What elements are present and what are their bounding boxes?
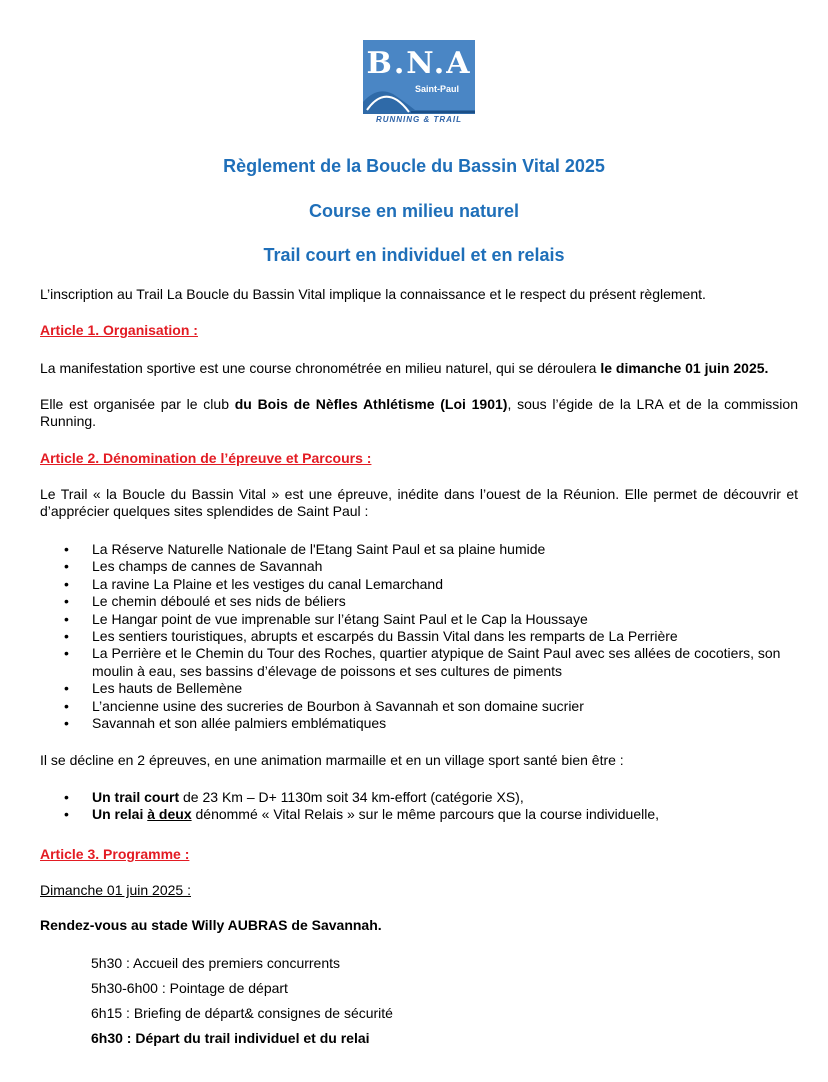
document-subtitle-2: Trail court en individuel et en relais [263, 245, 565, 265]
article-2-paragraph-2: Il se décline en 2 épreuves, en une animation marmaille et en un village sport santé bien être : [40, 752, 624, 768]
events-list [40, 789, 800, 824]
list-item: • Un trail court de 23 Km – D+ 1130m soit 34 km-effort (catégorie XS), [40, 789, 800, 806]
program-item: 5h30-6h00 : Pointage de départ [91, 980, 288, 996]
article-1-heading: Article 1. Organisation : [40, 322, 198, 338]
logo-place: Saint-Paul [415, 84, 460, 94]
program-item: 6h15 : Briefing de départ& consignes de sécurité [91, 1005, 393, 1021]
article-2-heading: Article 2. Dénomination de l’épreuve et Parcours : [40, 450, 372, 466]
list-item: • Les champs de cannes de Savannah [40, 558, 800, 575]
sites-list [40, 541, 800, 732]
article-1-paragraph-1: La manifestation sportive est une course chronométrée en milieu naturel, qui se déroulera le dimanche 01 juin 2025. [40, 360, 769, 376]
list-item: • La Perrière et le Chemin du Tour des Roches, quartier atypique de Saint Paul avec ses allées de cocotiers, son moulin à eau, ses bassins d’élevage de poissons et ses cultures de piments [40, 645, 800, 680]
list-item: • L’ancienne usine des sucreries de Bourbon à Savannah et son domaine sucrier [40, 698, 800, 715]
list-item: • Les hauts de Bellemène [40, 680, 800, 697]
list-item: • La ravine La Plaine et les vestiges du canal Lemarchand [40, 576, 800, 593]
program-item: 5h30 : Accueil des premiers concurrents [91, 955, 341, 971]
article-3-heading: Article 3. Programme : [40, 846, 190, 862]
bna-logo [363, 40, 475, 126]
article-1-paragraph-2: Elle est organisée par le club du Bois de Nèfles Athlétisme (Loi 1901), sous l’égide de la LRA et de la commission Running. [40, 396, 798, 429]
logo-tagline: RUNNING & TRAIL [375, 115, 463, 124]
list-item: • Un relai à deux dénommé « Vital Relais » sur le même parcours que la course individuelle, [40, 806, 800, 823]
intro-paragraph: L’inscription au Trail La Boucle du Bassin Vital implique la connaissance et le respect du présent règlement. [40, 286, 706, 302]
list-item: • Le chemin déboulé et ses nids de béliers [40, 593, 800, 610]
article-2-paragraph-1: Le Trail « la Boucle du Bassin Vital » est une épreuve, inédite dans l’ouest de la Réunion. Elle permet de découvrir et d’apprécier quelques sites splendides de Saint Paul : [40, 486, 798, 519]
list-item: • La Réserve Naturelle Nationale de l'Etang Saint Paul et sa plaine humide [40, 541, 800, 558]
program-date: Dimanche 01 juin 2025 : [40, 882, 191, 898]
program-item: 6h30 : Départ du trail individuel et du relai [91, 1030, 370, 1046]
program-meeting-point: Rendez-vous au stade Willy AUBRAS de Savannah. [40, 917, 382, 933]
list-item: • Le Hangar point de vue imprenable sur l’étang Saint Paul et le Cap la Houssaye [40, 611, 800, 628]
list-item: • Les sentiers touristiques, abrupts et escarpés du Bassin Vital dans les remparts de La Perrière [40, 628, 800, 645]
list-item: • Savannah et son allée palmiers emblématiques [40, 715, 800, 732]
logo-text: B.N.A [366, 46, 472, 81]
document-title: Règlement de la Boucle du Bassin Vital 2025 [223, 156, 605, 176]
document-subtitle: Course en milieu naturel [308, 201, 520, 221]
